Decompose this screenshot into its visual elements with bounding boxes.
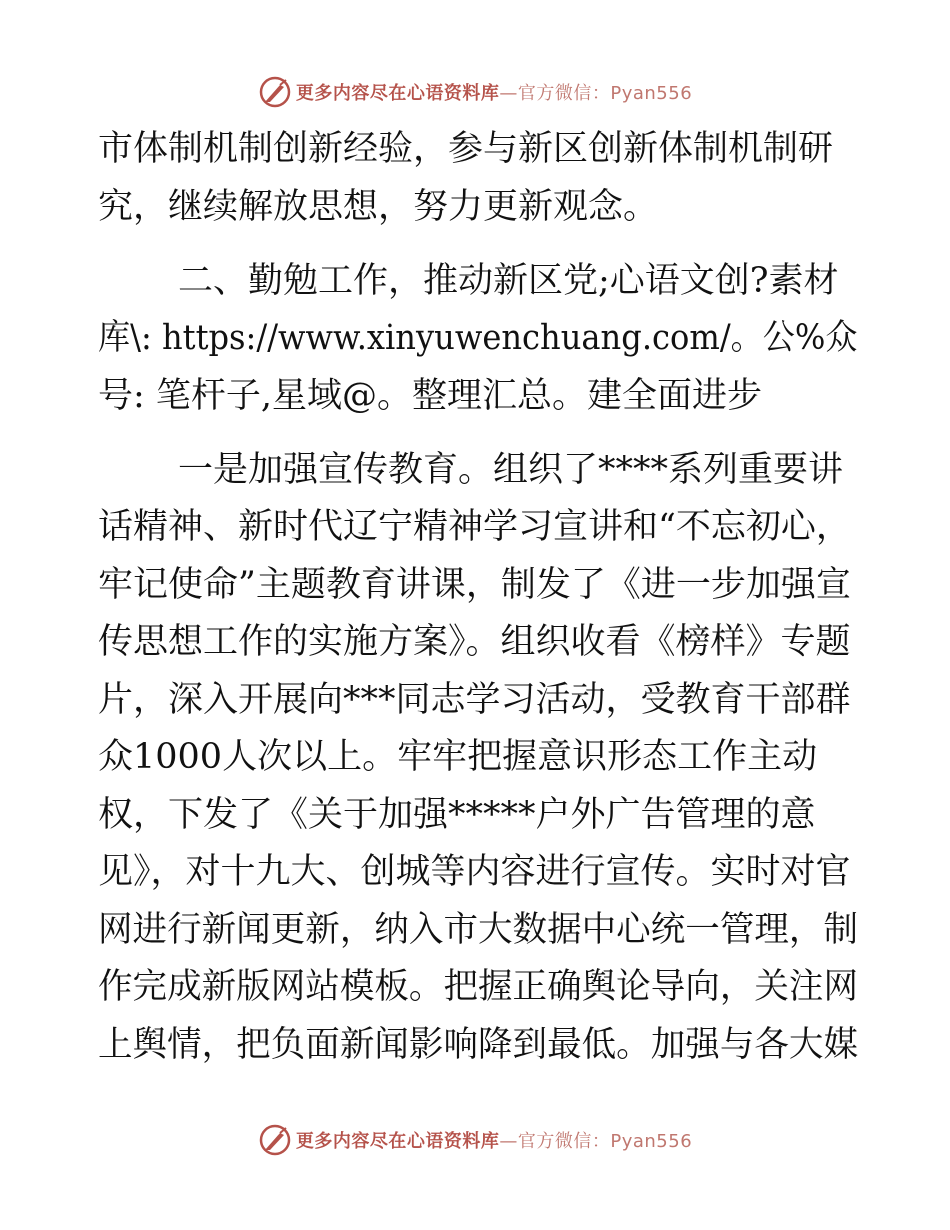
text-line: 一是加强宣传教育。组织了****系列重要讲 <box>178 450 844 490</box>
text-line: 二、勤勉工作，推动新区党;心语文创?素材 <box>178 261 839 301</box>
footer-banner-text: 更多内容尽在心语资料库—官方微信：Pyan556 <box>295 1131 693 1152</box>
text-line: 库\: https://www.xinyuwenchuang.com/。公%众 <box>98 318 858 358</box>
text-line: 权，下发了《关于加强*****户外广告管理的意 <box>98 795 816 835</box>
text-line: 究，继续解放思想，努力更新观念。 <box>98 187 659 227</box>
text-line: 传思想工作的实施方案》。组织收看《榜样》专题 <box>98 622 851 662</box>
quill-logo-icon <box>258 1123 292 1157</box>
text-line: 上舆情，把负面新闻影响降到最低。加强与各大媒 <box>98 1025 859 1065</box>
text-line: 作完成新版网站模板。把握正确舆论导向，关注网 <box>98 967 859 1007</box>
text-line: 牢记使命”主题教育讲课，制发了《进一步加强宣 <box>98 565 851 605</box>
footer-banner <box>0 1120 950 1160</box>
text-line: 片，深入开展向***同志学习活动，受教育干部群 <box>98 680 851 720</box>
text-line: 见》，对十九大、创城等内容进行宣传。实时对官 <box>98 852 851 892</box>
text-line: 话精神、新时代辽宁精神学习宣讲和“不忘初心， <box>98 507 851 547</box>
header-banner-text: 更多内容尽在心语资料库—官方微信：Pyan556 <box>295 83 693 104</box>
text-line: 市体制机制创新经验，参与新区创新体制机制研 <box>98 129 834 169</box>
text-line: 网进行新闻更新，纳入市大数据中心统一管理，制 <box>98 910 859 950</box>
text-line: 号: 笔杆子,星域@。整理汇总。建全面进步 <box>98 376 763 416</box>
text-line: 众1000人次以上。牢牢把握意识形态工作主动 <box>98 737 818 777</box>
quill-logo-icon <box>258 75 292 109</box>
header-banner <box>0 72 950 112</box>
